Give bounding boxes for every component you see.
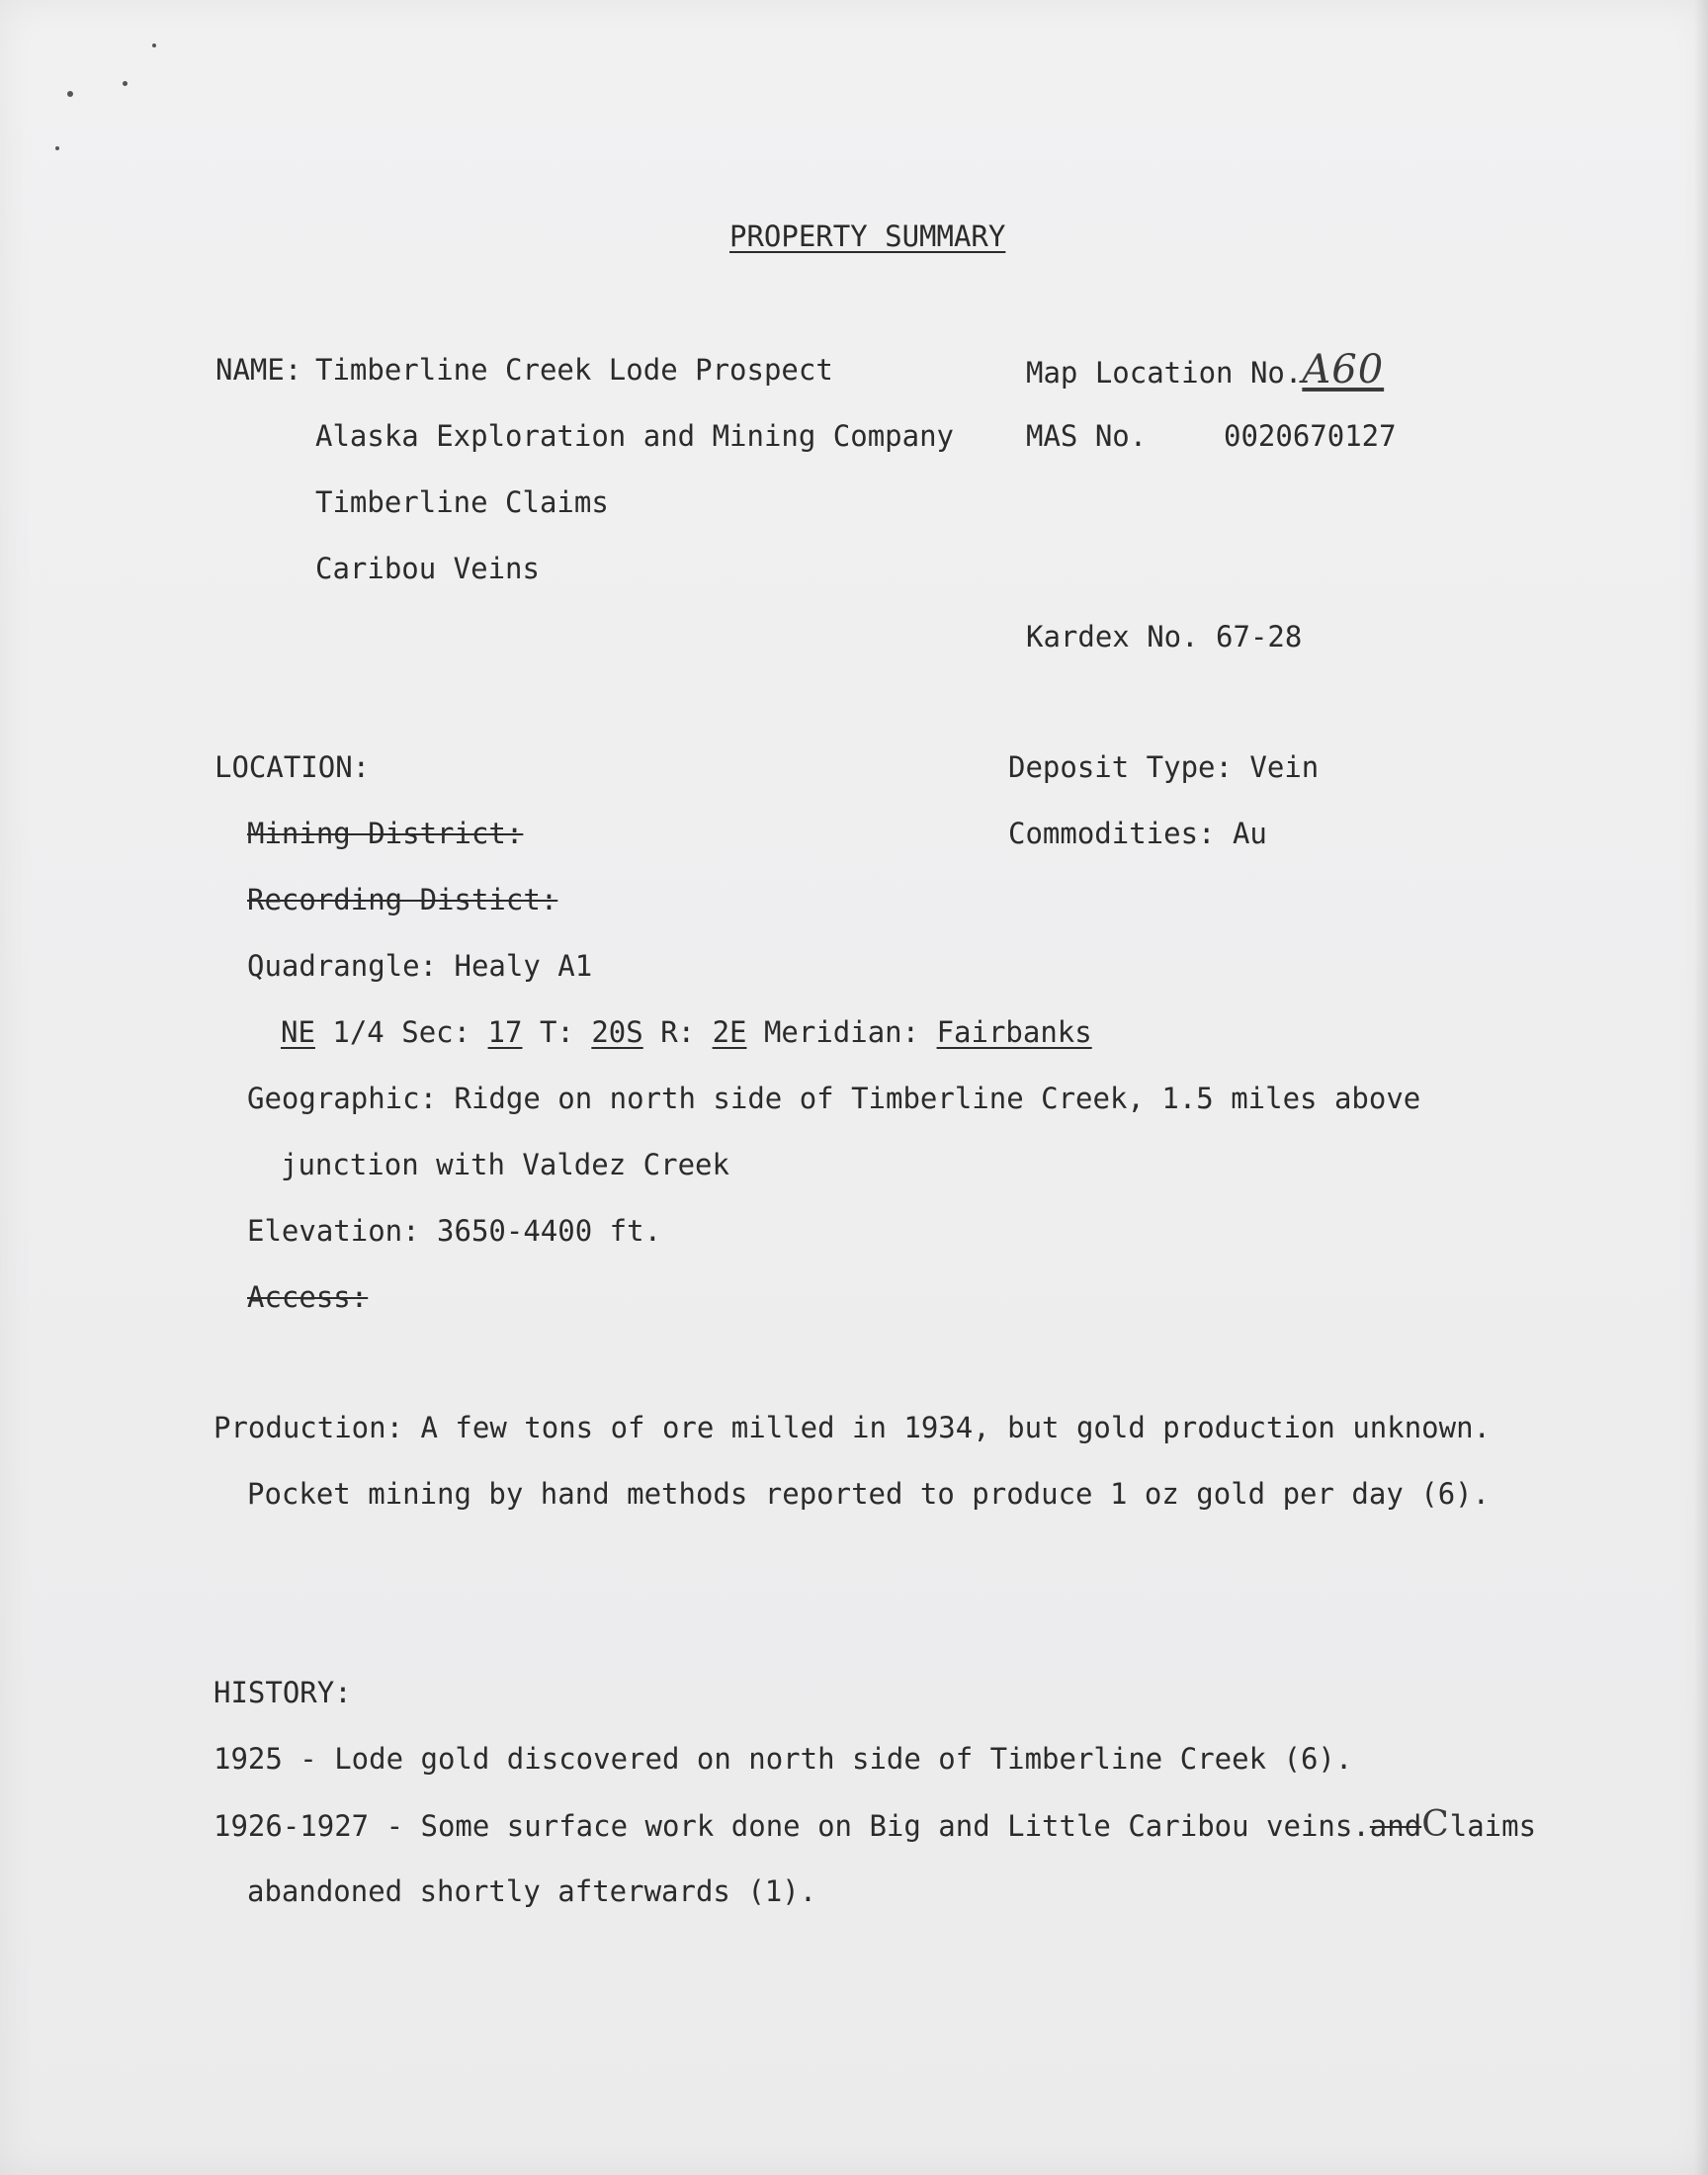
history-entry-1: 1925 - Lode gold discovered on north side of Timberline Creek (6). [214,1742,1353,1776]
plss-meridian-label: Meridian: [763,1015,920,1049]
recording-district-struck: Recording Distict: [247,883,558,916]
plss-range: 2E [712,1015,747,1049]
map-location-field [1026,347,1385,392]
commodities: Commodities: Au [1008,817,1267,850]
quadrangle: Quadrangle: Healy A1 [247,949,593,983]
geographic-line-1: Geographic: Ridge on north side of Timberline Creek, 1.5 miles above [247,1082,1421,1115]
scan-speck [152,44,156,47]
name-label: NAME: [215,353,302,387]
production-line-1: Production: A few tons of ore milled in 1934, but gold production unknown. [214,1411,1492,1444]
history-entry-2-text-end: laims [1449,1809,1537,1843]
map-location-label: Map Location No. [1026,356,1303,390]
elevation: Elevation: 3650-4400 ft. [247,1214,662,1248]
access-struck: Access: [247,1280,369,1314]
name-line-1: Timberline Creek Lode Prospect [315,353,833,387]
history-entry-2 [214,1804,1537,1845]
mas-value: 0020670127 [1224,419,1397,453]
plss-township: 20S [591,1015,643,1049]
history-entry-2-punct: . [1352,1809,1370,1843]
scan-speck [55,146,59,150]
scan-speck [123,81,128,86]
plss-section: 17 [487,1015,523,1049]
name-line-4: Caribou Veins [315,552,540,585]
mining-district-struck: Mining District: [247,817,524,850]
plss-line [281,1015,1092,1049]
deposit-type: Deposit Type: Vein [1008,750,1320,784]
plss-meridian: Fairbanks [936,1015,1092,1049]
location-heading: LOCATION: [214,750,371,784]
page-title: PROPERTY SUMMARY [729,219,1006,253]
history-entry-2-struck-word: and [1369,1809,1422,1843]
history-entry-2-text: 1926-1927 - Some surface work done on Big and Little Caribou veins [214,1809,1353,1843]
plss-township-label: T: [539,1015,574,1049]
mas-label: MAS No. [1026,419,1148,453]
scan-shadow-edge [1694,0,1708,2175]
kardex-number: Kardex No. 67-28 [1026,620,1303,653]
plss-quarter-suffix: 1/4 Sec: [332,1015,471,1049]
history-entry-2-handwritten-letter: C [1421,1804,1450,1845]
production-line-2: Pocket mining by hand methods reported to produce 1 oz gold per day (6). [247,1477,1491,1511]
plss-quarter: NE [281,1015,315,1049]
name-line-3: Timberline Claims [315,485,609,519]
map-location-handwritten-value: A60 [1302,347,1385,392]
geographic-line-2: junction with Valdez Creek [281,1148,729,1181]
scan-speck [67,91,73,97]
history-heading: HISTORY: [214,1676,352,1709]
plss-range-label: R: [660,1015,696,1049]
history-entry-2-continued: abandoned shortly afterwards (1). [247,1874,817,1908]
name-line-2: Alaska Exploration and Mining Company [315,419,955,453]
